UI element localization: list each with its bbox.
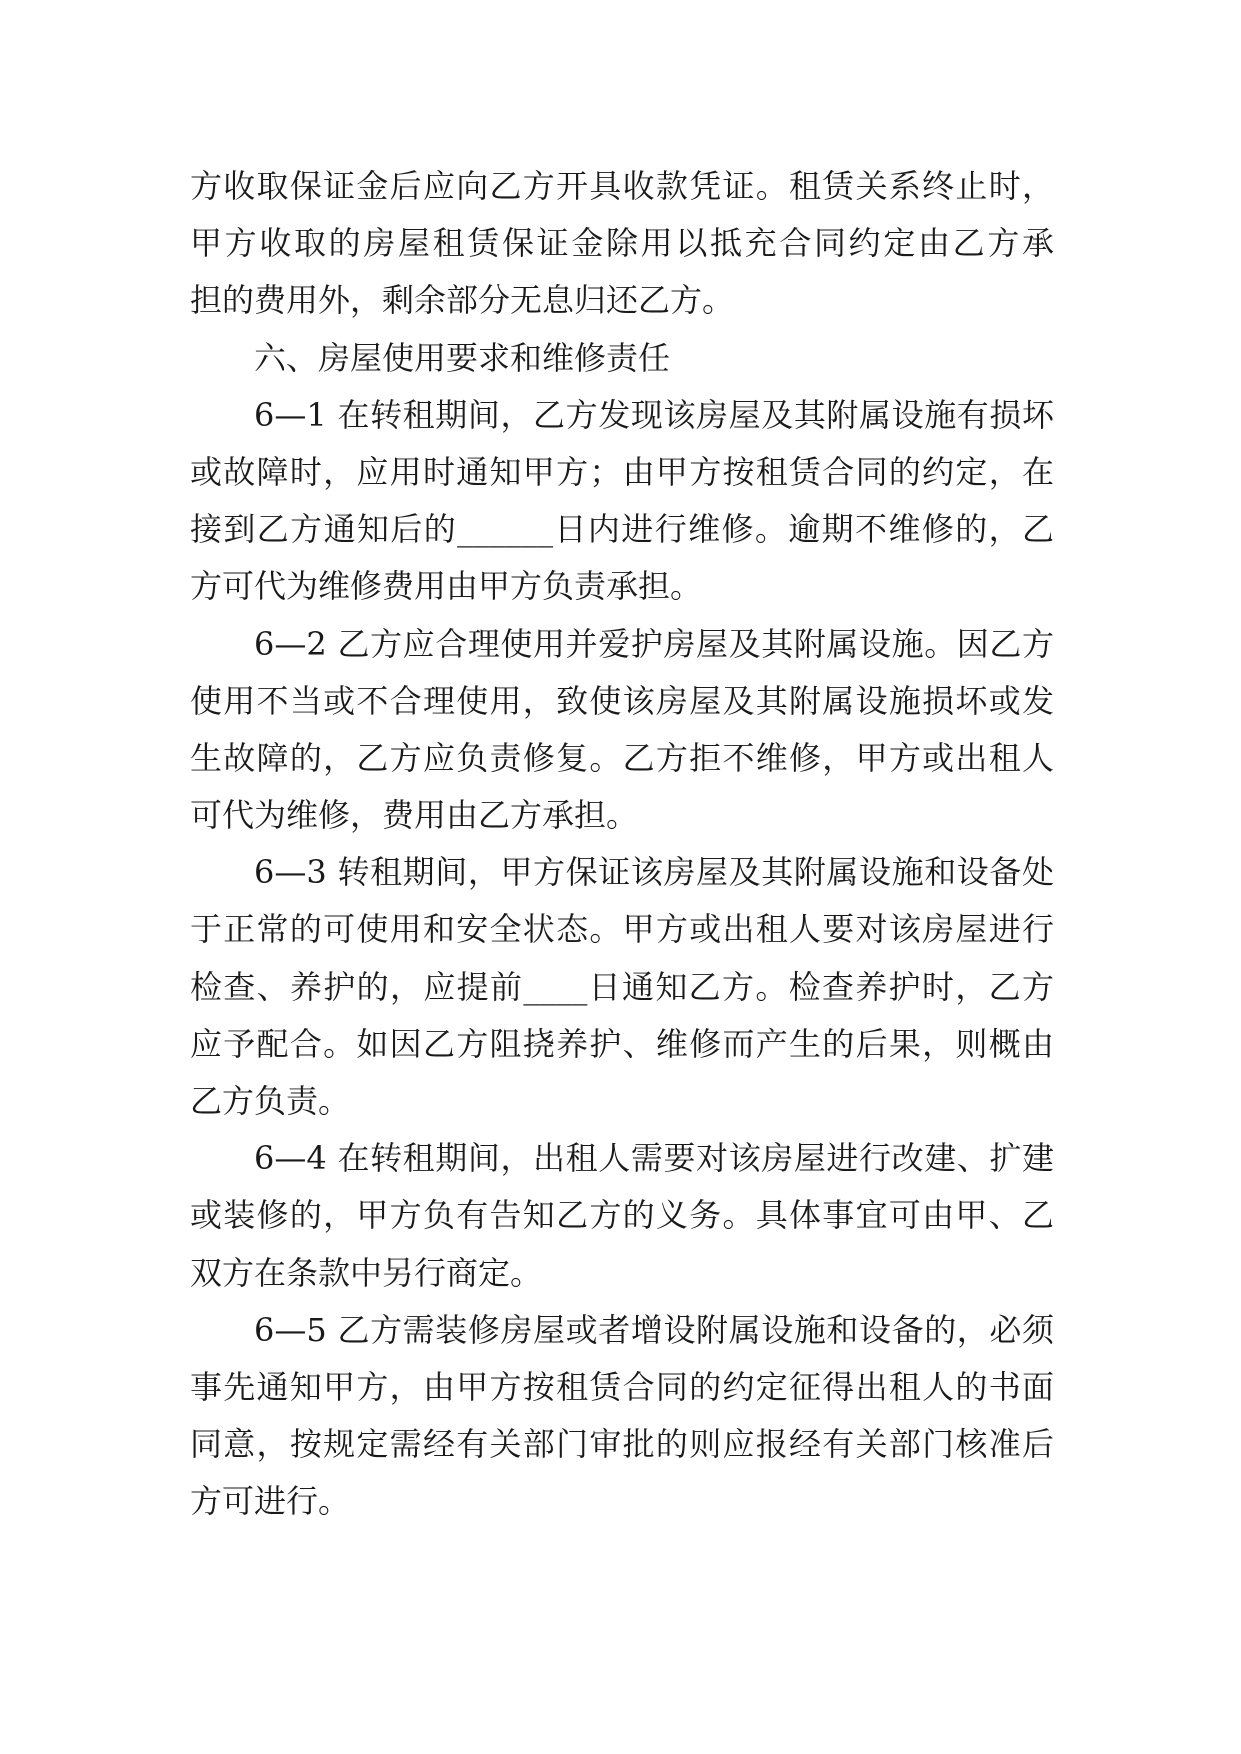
text-line: 事先通知甲方，由甲方按租赁合同的约定征得出租人的书面 — [190, 1367, 1054, 1406]
text-line: 乙方负责。 — [190, 1082, 351, 1120]
text-line: 方收取保证金后应向乙方开具收款凭证。租赁关系终止时， — [190, 167, 1054, 205]
text-line: 可代为维修，费用由乙方承担。 — [190, 796, 639, 835]
clause-6-4-first-line: 6—4 在转租期间，出租人需要对该房屋进行改建、扩建 — [254, 1139, 1054, 1178]
text-line: 甲方收取的房屋租赁保证金除用以抵充合同约定由乙方承 — [190, 224, 1054, 263]
document-body — [190, 158, 1054, 1531]
clause-6-3-first-line: 6—3 转租期间，甲方保证该房屋及其附属设施和设备处 — [254, 853, 1054, 892]
text-line: 于正常的可使用和安全状态。甲方或出租人要对该房屋进行 — [190, 910, 1054, 949]
text-line: 同意，按规定需经有关部门审批的则应报经有关部门核准后 — [190, 1425, 1054, 1464]
text-line: 或故障时，应用时通知甲方；由甲方按租赁合同的约定，在 — [190, 452, 1054, 491]
text-line: 应予配合。如因乙方阻挠养护、维修而产生的后果，则概由 — [190, 1024, 1054, 1063]
text-line: 方可进行。 — [190, 1482, 351, 1521]
text-line: 担的费用外，剩余部分无息归还乙方。 — [190, 281, 735, 320]
text-line: 接到乙方通知后的______日内进行维修。逾期不维修的，乙 — [190, 510, 1054, 549]
text-line: 检查、养护的，应提前____日通知乙方。检查养护时，乙方 — [190, 967, 1054, 1006]
section-heading: 六、房屋使用要求和维修责任 — [254, 338, 671, 377]
text-line: 或装修的，甲方负有告知乙方的义务。具体事宜可由甲、乙 — [190, 1196, 1054, 1235]
text-line: 生故障的，乙方应负责修复。乙方拒不维修，甲方或出租人 — [190, 738, 1054, 777]
clause-6-2-first-line: 6—2 乙方应合理使用并爱护房屋及其附属设施。因乙方 — [254, 624, 1054, 663]
text-line: 双方在条款中另行商定。 — [190, 1253, 543, 1292]
text-line: 使用不当或不合理使用，致使该房屋及其附属设施损坏或发 — [190, 681, 1054, 720]
text-line: 方可代为维修费用由甲方负责承担。 — [190, 567, 703, 606]
clause-6-1-first-line: 6—1 在转租期间，乙方发现该房屋及其附属设施有损坏 — [254, 395, 1054, 434]
clause-6-5-first-line: 6—5 乙方需装修房屋或者增设附属设施和设备的，必须 — [254, 1310, 1054, 1349]
